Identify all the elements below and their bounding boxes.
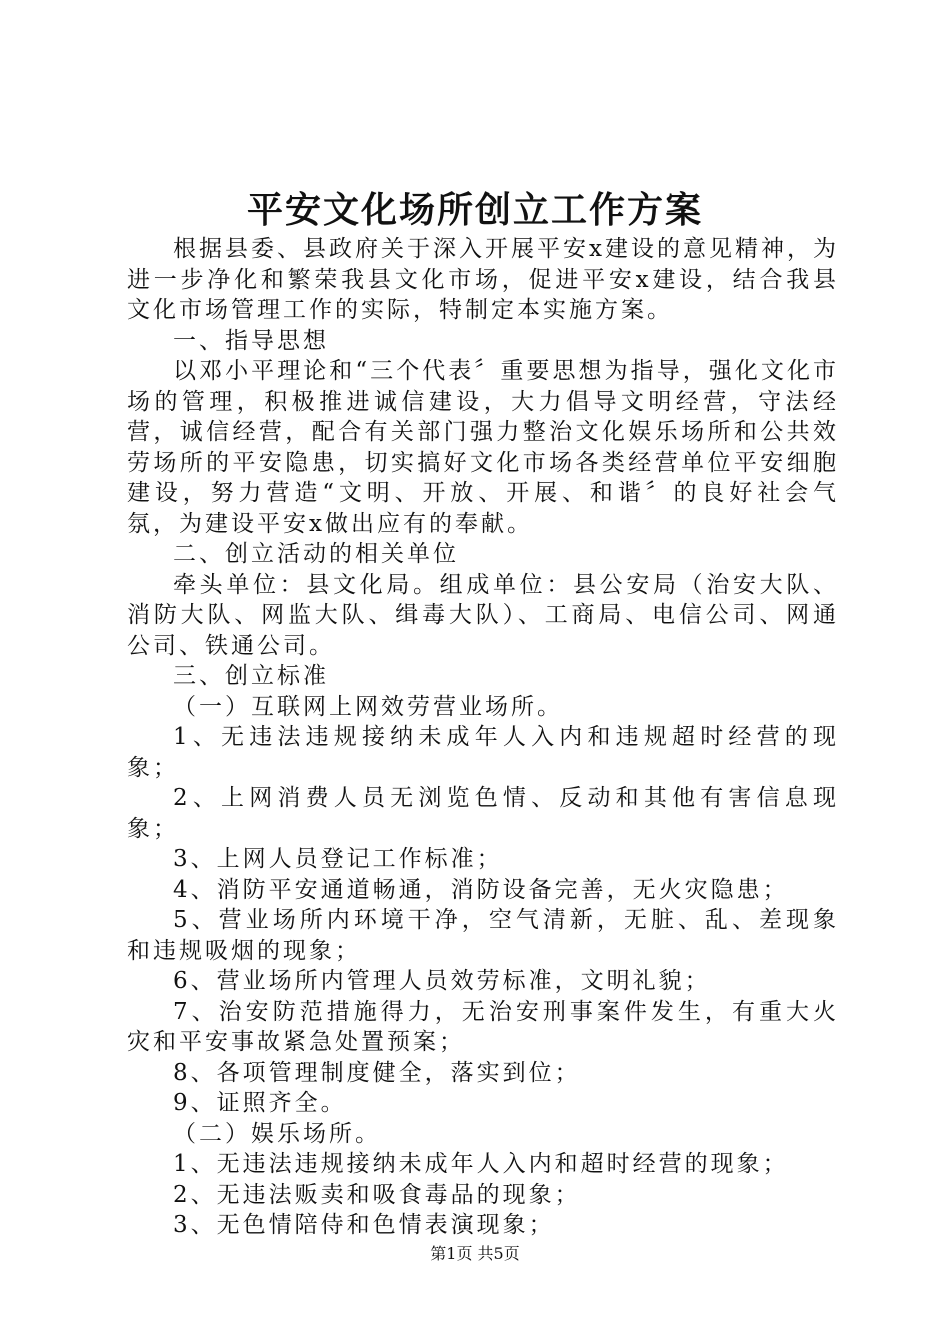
list-item: 1、无违法违规接纳未成年人入内和超时经营的现象； (173, 1151, 789, 1177)
list-item: 9、证照齐全。 (173, 1090, 347, 1116)
section-heading: 二、创立活动的相关单位 (173, 541, 459, 567)
paragraph: 牵头单位：县文化局。组成单位：县公安局（治安大队、消防大队、网监大队、缉毒大队）、工商局、电信公司、网通公司、铁通公司。 (127, 571, 839, 659)
section-heading: 三、创立标准 (173, 663, 329, 689)
subsection-heading: （一）互联网上网效劳营业场所。 (173, 693, 563, 720)
list-item: 2、无违法贩卖和吸食毒品的现象； (173, 1181, 581, 1208)
list-item: 6、营业场所内管理人员效劳标准，文明礼貌； (173, 968, 711, 994)
document-title: 平安文化场所创立工作方案 (246, 189, 703, 231)
paragraph: 根据县委、县政府关于深入开展平安x建设的意见精神，为进一步净化和繁荣我县文化市场，促进平安x建设，结合我县文化市场管理工作的实际，特制定本实施方案。 (127, 236, 839, 323)
list-item: 3、上网人员登记工作标准； (173, 846, 503, 872)
list-item: 5、营业场所内环境干净，空气清新，无脏、乱、差现象和违规吸烟的现象； (127, 907, 839, 964)
subsection-heading: （二）娱乐场所。 (173, 1120, 381, 1147)
section-heading: 一、指导思想 (173, 327, 329, 354)
list-item: 7、治安防范措施得力，无治安刑事案件发生，有重大火灾和平安事故紧急处置预案； (127, 998, 839, 1055)
paragraph: 以邓小平理论和“三个代表〞重要思想为指导，强化文化市场的管理，积极推进诚信建设，大力倡导文明经营，守法经营，诚信经营，配合有关部门强力整治文化娱乐场所和公共效劳场所的平安隐患，切实搞好文化市场各类经营单位平安细胞建设，努力营造“文明、开放、开展、和谐〞的良好社会气氛，为建设平安x做出应有的奉献。 (127, 358, 839, 537)
list-item: 3、无色情陪侍和色情表演现象； (173, 1212, 555, 1238)
document-body (127, 234, 839, 1241)
list-item: 2、上网消费人员无浏览色情、反动和其他有害信息现象； (127, 785, 839, 842)
page-footer: 第1页 共5页 (430, 1244, 520, 1263)
list-item: 4、消防平安通道畅通，消防设备完善，无火灾隐患； (173, 876, 789, 903)
list-item: 8、各项管理制度健全，落实到位； (173, 1059, 581, 1086)
list-item: 1、无违法违规接纳未成年人入内和违规超时经营的现象； (127, 724, 839, 781)
